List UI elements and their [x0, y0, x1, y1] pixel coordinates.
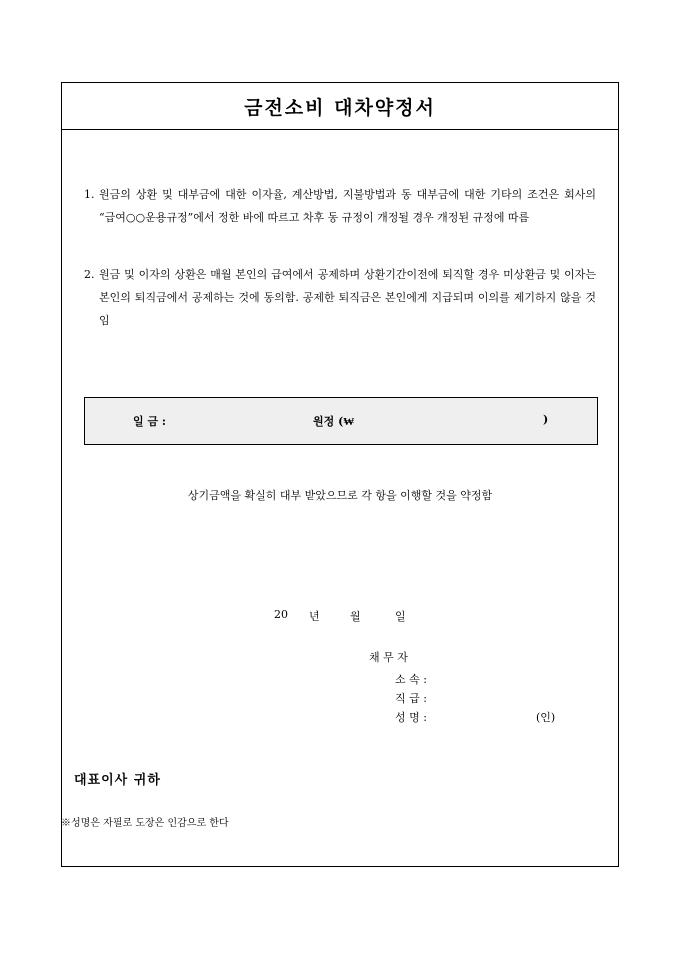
- position-label: 직 급 :: [395, 692, 427, 705]
- clause-1: [84, 183, 596, 229]
- amount-unit: 원정 (₩: [313, 415, 355, 428]
- contract-frame: [61, 82, 619, 867]
- footnote: ※성명은 자필로 도장은 인감으로 한다: [61, 818, 229, 829]
- amount-box: [84, 397, 598, 445]
- clause-text: 원금의 상환 및 대부금에 대한 이자율, 계산방법, 지불방법과 동 대부금에 대한 기타의 조건은 회사의 “급여○○운용규정”에서 정한 바에 따르고 차후 동 규정이 개정될 경우 개정된 규정에 따름: [99, 188, 596, 224]
- date-day: 일: [395, 610, 406, 623]
- debtor-heading: 채 무 자: [369, 651, 408, 664]
- seal-mark: (인): [536, 711, 556, 724]
- title-row: [62, 83, 618, 130]
- date-year-prefix: 20: [274, 608, 288, 621]
- date-year: 년: [309, 610, 320, 623]
- amount-close: ): [543, 413, 549, 426]
- clause-number: 1.: [84, 188, 95, 201]
- document-title: 금전소비 대차약정서: [244, 96, 436, 119]
- clause-number: 2.: [84, 268, 95, 281]
- name-label: 성 명 :: [395, 711, 427, 724]
- addressee: 대표이사 귀하: [74, 773, 161, 788]
- clause-text: 원금 및 이자의 상환은 매월 본인의 급여에서 공제하며 상환기간이전에 퇴직할 경우 미상환금 및 이자는 본인의 퇴직금에서 공제하는 것에 동의함. 공제한 퇴직금은 본인에게 지급되며 이의를 제기하지 않을 것임: [99, 268, 596, 327]
- affiliation-label: 소 속 :: [395, 673, 427, 686]
- clause-2: [84, 263, 596, 332]
- confirmation-text: 상기금액을 확실히 대부 받았으므로 각 항을 이행할 것을 약정함: [187, 489, 493, 502]
- amount-label: 일 금 :: [133, 415, 166, 428]
- date-month: 월: [350, 610, 361, 623]
